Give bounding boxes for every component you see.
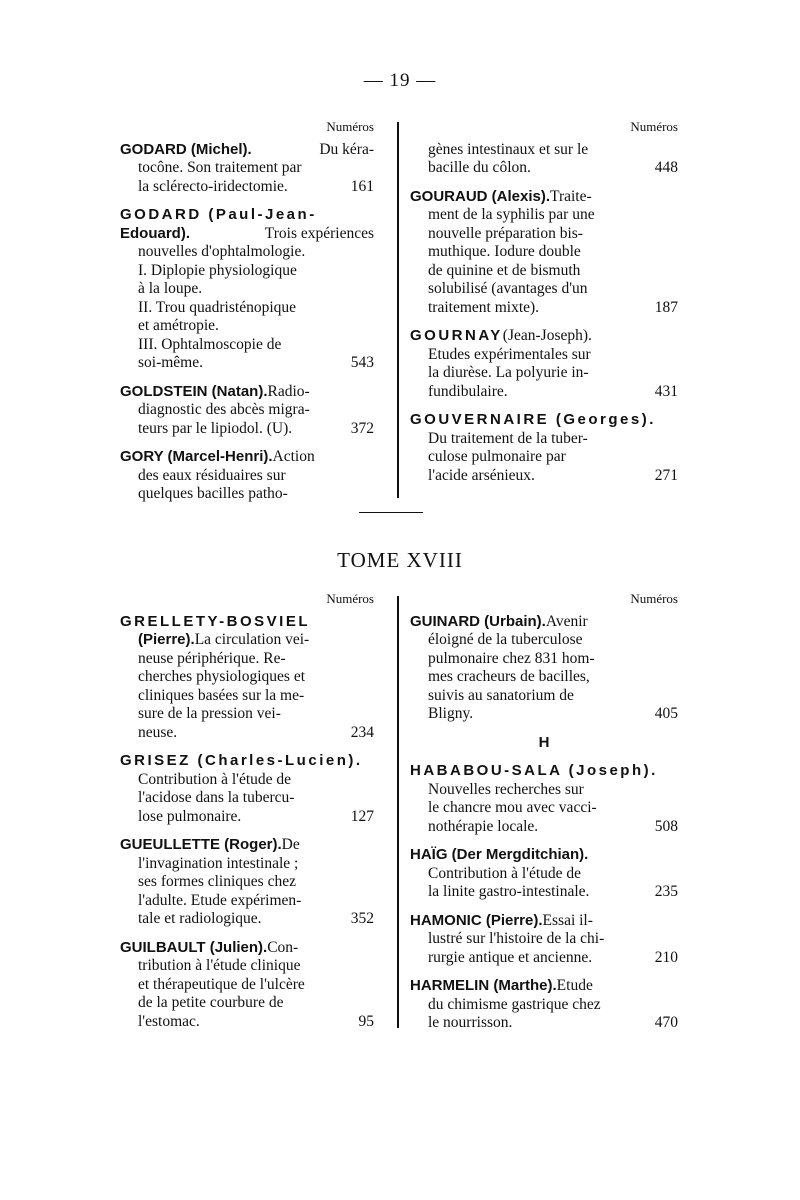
entry-text: ment de la syphilis par une xyxy=(428,206,595,223)
entry-text: III. Ophtalmoscopie de xyxy=(138,335,282,353)
entry-text: la linite gastro-intestinale. xyxy=(428,883,590,900)
entry-text: lustré sur l'histoire de la chi- xyxy=(428,930,605,947)
entry-line xyxy=(120,401,374,420)
entry-text: bacille du côlon. xyxy=(428,159,531,176)
column-top-right xyxy=(410,118,678,495)
entry-text: le chancre mou avec vacci- xyxy=(428,799,597,816)
entry-line xyxy=(410,206,678,225)
entry-line xyxy=(410,188,678,207)
entry-line xyxy=(410,865,678,884)
entry-line xyxy=(120,280,374,299)
entry-line xyxy=(120,1013,374,1032)
entry-line xyxy=(410,781,678,800)
entry-text: pulmonaire chez 831 hom- xyxy=(428,649,595,667)
index-entry xyxy=(410,141,678,178)
entry-text: Traite- xyxy=(550,187,592,205)
entry-number: 271 xyxy=(654,466,678,484)
entry-text: II. Trou quadristénopique xyxy=(138,298,297,316)
entry-line xyxy=(120,262,374,281)
entry-text: de quinine et de bismuth xyxy=(428,261,581,279)
index-entry xyxy=(120,383,374,439)
entry-number: 543 xyxy=(350,354,374,371)
column-top-left xyxy=(120,118,374,514)
entry-line xyxy=(410,225,678,244)
entry-text: Du kéra- xyxy=(319,140,374,158)
entry-text: à la loupe. xyxy=(138,280,203,297)
entry-line xyxy=(120,178,374,197)
entry-line xyxy=(120,705,374,724)
author-name: GODARD (Paul-Jean- xyxy=(120,206,317,223)
entry-text: (Jean-Joseph). xyxy=(502,327,592,344)
entry-line xyxy=(120,420,374,439)
author-name: GUILBAULT (Julien). xyxy=(120,938,268,956)
entry-text: nouvelle préparation bis- xyxy=(428,224,583,242)
author-name: HABABOU-SALA (Joseph). xyxy=(410,762,658,779)
column-bottom-left xyxy=(120,590,374,1041)
entry-text: De xyxy=(281,836,300,853)
entry-text: ses formes cliniques chez xyxy=(138,873,296,890)
entry-text: Radio- xyxy=(267,382,310,400)
entry-text: sure de la pression vei- xyxy=(138,705,281,722)
entry-line xyxy=(120,789,374,808)
entry-text: du chimisme gastrique chez xyxy=(428,995,601,1013)
entry-number: 210 xyxy=(654,948,678,966)
entry-text: des eaux résiduaires sur xyxy=(138,466,286,484)
author-name: (Pierre). xyxy=(138,631,195,648)
entry-line xyxy=(410,141,678,160)
entry-line xyxy=(410,996,678,1015)
entry-text: l'acidose dans la tubercu- xyxy=(138,789,295,806)
entry-number: 470 xyxy=(654,1014,678,1031)
entry-line xyxy=(120,957,374,976)
author-name: GOUVERNAIRE (Georges). xyxy=(410,411,656,428)
entry-line xyxy=(120,631,374,650)
author-name: GODARD (Michel). xyxy=(120,140,252,158)
entry-text: gènes intestinaux et sur le xyxy=(428,140,589,158)
author-name: GOURAUD (Alexis). xyxy=(410,187,551,205)
entry-text: diagnostic des abcès migra- xyxy=(138,401,310,418)
entry-number: 161 xyxy=(350,177,374,195)
entry-line xyxy=(410,762,678,781)
entry-line xyxy=(120,485,374,504)
entry-text: Avenir xyxy=(545,612,588,630)
entry-line xyxy=(120,383,374,402)
column-divider-top xyxy=(397,122,399,498)
index-entry xyxy=(410,188,678,318)
index-entry xyxy=(410,846,678,902)
entry-line xyxy=(120,141,374,160)
entry-line xyxy=(410,299,678,318)
entry-line xyxy=(120,910,374,929)
entry-text: neuse périphérique. Re- xyxy=(138,649,286,667)
entry-line xyxy=(410,912,678,931)
author-name: GOURNAY xyxy=(410,327,503,344)
entry-text: Bligny. xyxy=(428,705,474,722)
author-name: HAÏG (Der Mergditchian). xyxy=(410,846,589,863)
entry-text: Du traitement de la tuber- xyxy=(428,429,588,447)
entry-text: traitement mixte). xyxy=(428,298,540,316)
entry-line xyxy=(120,976,374,995)
author-name: GUEULLETTE (Roger). xyxy=(120,836,282,853)
entry-number: 234 xyxy=(350,723,374,741)
entry-text: la diurèse. La polyurie in- xyxy=(428,364,589,381)
column-header-numeros: Numéros xyxy=(326,591,374,606)
entry-line xyxy=(410,668,678,687)
entry-line xyxy=(120,354,374,373)
section-separator xyxy=(359,512,423,513)
entry-number: 448 xyxy=(654,159,678,176)
entry-text: nothérapie locale. xyxy=(428,817,539,835)
entry-text: suivis au sanatorium de xyxy=(428,686,574,704)
entry-line xyxy=(410,799,678,818)
entry-line xyxy=(410,846,678,865)
column-header-numeros: Numéros xyxy=(630,591,678,606)
author-name: Edouard). xyxy=(120,224,190,242)
section-title: TOME XVIII xyxy=(337,548,463,572)
entry-text: et amétropie. xyxy=(138,317,219,334)
entry-line xyxy=(410,1014,678,1033)
entry-line xyxy=(410,364,678,383)
entry-line xyxy=(410,930,678,949)
author-name: HARMELIN (Marthe). xyxy=(410,977,557,994)
letter-heading: H xyxy=(538,733,550,751)
entry-text: Essai il- xyxy=(542,911,593,929)
entry-text: mes cracheurs de bacilles, xyxy=(428,668,590,685)
author-name: GORY (Marcel-Henri). xyxy=(120,448,273,465)
entry-text: éloigné de la tuberculose xyxy=(428,631,583,648)
entry-line xyxy=(120,448,374,467)
entry-line xyxy=(410,687,678,706)
entry-number: 431 xyxy=(654,382,678,400)
index-entry xyxy=(410,762,678,836)
entry-line xyxy=(410,883,678,902)
entry-line xyxy=(120,855,374,874)
entry-line xyxy=(410,818,678,837)
author-name: HAMONIC (Pierre). xyxy=(410,911,543,929)
entry-text: culose pulmonaire par xyxy=(428,448,566,465)
entry-text: teurs par le lipiodol. (U). xyxy=(138,419,293,437)
column-header-numeros: Numéros xyxy=(630,119,678,134)
entry-text: La circulation vei- xyxy=(194,631,310,648)
author-name: GUINARD (Urbain). xyxy=(410,612,546,630)
entry-line xyxy=(120,752,374,771)
entry-text: l'estomac. xyxy=(138,1012,200,1030)
entry-text: Nouvelles recherches sur xyxy=(428,780,584,798)
entry-line xyxy=(120,467,374,486)
author-name: GRELLETY-BOSVIEL xyxy=(120,612,311,630)
entry-text: fundibulaire. xyxy=(428,382,508,400)
entry-number: 127 xyxy=(350,807,374,825)
entry-line xyxy=(120,668,374,687)
index-entry xyxy=(120,448,374,504)
entry-line xyxy=(410,346,678,365)
index-entry xyxy=(120,836,374,929)
entry-line xyxy=(120,892,374,911)
entry-line xyxy=(410,383,678,402)
entry-number: 235 xyxy=(654,883,678,900)
entry-text: neuse. xyxy=(138,723,178,741)
entry-line xyxy=(120,836,374,855)
entry-line xyxy=(410,327,678,346)
entry-number: 372 xyxy=(350,419,374,437)
entry-text: Trois expériences xyxy=(264,224,374,242)
entry-line xyxy=(120,243,374,262)
entry-line xyxy=(120,724,374,743)
entry-line xyxy=(120,873,374,892)
index-entry xyxy=(120,613,374,743)
entry-text: I. Diplopie physiologique xyxy=(138,261,297,279)
entry-number: 95 xyxy=(358,1012,374,1030)
entry-text: rurgie antique et ancienne. xyxy=(428,948,593,966)
entry-line xyxy=(120,994,374,1013)
entry-line xyxy=(120,206,374,225)
entry-text: Contribution à l'étude de xyxy=(428,864,582,882)
entry-line xyxy=(410,705,678,724)
entry-line xyxy=(410,411,678,430)
entry-line xyxy=(120,613,374,632)
column-bottom-right xyxy=(410,590,678,1043)
entry-text: Etude xyxy=(556,977,593,994)
entry-line xyxy=(410,467,678,486)
entry-line xyxy=(120,650,374,669)
entry-text: la sclérecto-iridectomie. xyxy=(138,177,288,195)
entry-text: l'invagination intestinale ; xyxy=(138,854,299,872)
entry-line xyxy=(120,771,374,790)
column-divider-bottom xyxy=(397,596,399,1028)
entry-line xyxy=(120,159,374,178)
index-entry xyxy=(410,977,678,1033)
entry-text: tocône. Son traitement par xyxy=(138,159,302,176)
entry-line xyxy=(410,159,678,178)
entry-number: 187 xyxy=(654,298,678,316)
index-entry xyxy=(410,613,678,724)
entry-text: et thérapeutique de l'ulcère xyxy=(138,975,305,993)
author-name: GRISEZ (Charles-Lucien). xyxy=(120,752,363,769)
entry-text: le nourrisson. xyxy=(428,1014,513,1031)
entry-text: quelques bacilles patho- xyxy=(138,485,288,502)
entry-line xyxy=(410,243,678,262)
entry-number: 352 xyxy=(350,910,374,927)
entry-text: lose pulmonaire. xyxy=(138,807,242,825)
index-entry xyxy=(410,411,678,485)
entry-line xyxy=(410,262,678,281)
entry-line xyxy=(120,225,374,244)
entry-number: 405 xyxy=(654,705,678,722)
entry-text: Con- xyxy=(267,938,299,956)
index-entry xyxy=(120,939,374,1032)
entry-line xyxy=(120,687,374,706)
entry-text: tale et radiologique. xyxy=(138,910,262,927)
entry-text: Action xyxy=(272,448,315,465)
entry-line xyxy=(120,336,374,355)
entry-line xyxy=(120,808,374,827)
author-name: GOLDSTEIN (Natan). xyxy=(120,382,268,400)
entry-line xyxy=(120,299,374,318)
index-entry xyxy=(120,141,374,197)
entry-line xyxy=(410,448,678,467)
entry-line xyxy=(410,280,678,299)
index-entry xyxy=(120,752,374,826)
index-entry xyxy=(410,912,678,968)
entry-text: Etudes expérimentales sur xyxy=(428,345,591,363)
entry-number: 508 xyxy=(654,817,678,835)
entry-line xyxy=(410,949,678,968)
index-entry xyxy=(410,327,678,401)
entry-text: tribution à l'étude clinique xyxy=(138,957,301,974)
entry-text: soi-même. xyxy=(138,354,203,371)
entry-text: muthique. Iodure double xyxy=(428,243,581,260)
entry-text: l'acide arsénieux. xyxy=(428,466,535,484)
entry-text: solubilisé (avantages d'un xyxy=(428,280,588,297)
entry-text: cherches physiologiques et xyxy=(138,668,306,685)
entry-line xyxy=(120,939,374,958)
entry-line xyxy=(410,650,678,669)
entry-line xyxy=(410,977,678,996)
entry-line xyxy=(410,430,678,449)
entry-text: l'adulte. Etude expérimen- xyxy=(138,891,302,909)
index-entry xyxy=(120,206,374,373)
entry-text: de la petite courbure de xyxy=(138,994,284,1011)
entry-text: cliniques basées sur la me- xyxy=(138,686,305,704)
entry-line xyxy=(410,613,678,632)
entry-line xyxy=(120,317,374,336)
entry-line xyxy=(410,631,678,650)
entry-text: Contribution à l'étude de xyxy=(138,770,292,788)
page-number: — 19 — xyxy=(363,70,437,91)
entry-text: nouvelles d'ophtalmologie. xyxy=(138,243,306,260)
column-header-numeros: Numéros xyxy=(326,119,374,134)
